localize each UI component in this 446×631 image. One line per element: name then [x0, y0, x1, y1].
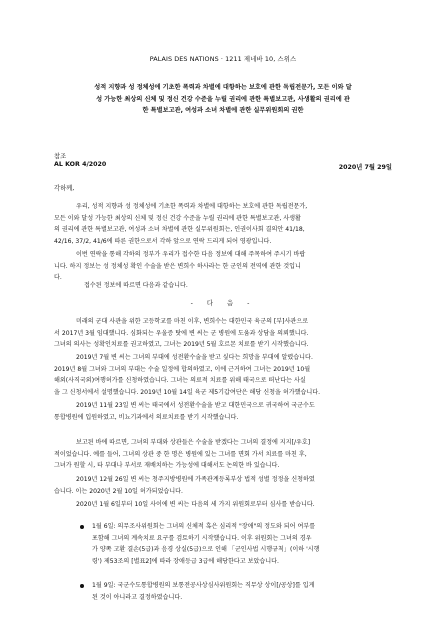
- text-line: 가 양쪽 고환 결손(5급)과 음경 상실(5급)으로 인해 「군인사법 시행규칙」(이하 '시행: [92, 546, 320, 554]
- text-line: 니다. 하지 정보는 성 정체성 확인 수술을 받은 변희수 하사라는 한 군인의 전역에 관한 것입니: [54, 262, 301, 270]
- intro-paragraph-2: [54, 249, 392, 284]
- intro-paragraph-1: [54, 201, 392, 247]
- body-paragraph-5: [54, 474, 392, 497]
- text-line: 습니다. 이는 2020년 2월 10일 허가되었습니다.: [54, 487, 183, 495]
- text-line: 통합병원에 입원하였고, 비뇨기과에서 의료치료를 받기 시작했습니다.: [54, 413, 239, 421]
- text-line: 미래의 군대 사관을 위한 고등학교를 마친 이후, 변희수는 대한민국 육군의 [부]사관으로: [76, 318, 309, 325]
- text-line: 1월 9일: 국군수도통합병원의 보통전공사상심사위원회는 직무상 상이[/공상]를 입게: [92, 582, 315, 589]
- title-line: 성적 지향과 성 정체성에 기초한 폭력과 차별에 대항하는 보호에 관한 독립전문가, 모든 이와 달: [94, 84, 352, 91]
- body-paragraph-6: [54, 499, 392, 511]
- text-line: 해외(사직국외)여행허가를 신청하였습니다. 그녀는 의료적 치료를 위해 태국으로 떠난다는 사실: [54, 377, 306, 385]
- title-line: 한 특별보고관, 여성과 소녀 차별에 관한 실무위원회의 권한: [142, 107, 304, 114]
- text-line: 의 권리에 관한 특별보고관, 여성과 소녀 차별에 관한 실무위원회는, 인권이사회 결의안 41/18,: [54, 226, 305, 234]
- text-line: 42/16, 37/2, 41/6에 따른 권한으로서 각하 앞으로 연락 드리게 되어 영광입니다.: [54, 237, 272, 245]
- text-line: 그녀가 원할 시, 타 부대나 부서로 재배치하는 가능성에 대해서도 논의한 바 있습니다.: [54, 462, 280, 470]
- text-line: 적이었습니다. 예를 들어, 그녀의 상관 중 한 명은 병원에 있는 그녀를 면회 가서 치료를 마친 후,: [54, 450, 307, 458]
- document-title: [53, 82, 393, 117]
- text-line: 다.: [54, 274, 62, 282]
- intro-paragraph-3: [54, 280, 392, 292]
- text-line: 모든 이와 달성 가능한 최상의 신체 및 정신 건강 수준을 누릴 권리에 관한 특별보고관, 사생활: [54, 214, 301, 222]
- text-line: 접수된 정보에 따르면 다음과 같습니다.: [84, 282, 188, 289]
- title-line: 성 가능한 최상의 신체 및 정신 건강 수준을 누릴 권리에 관한 특별보고관, 사생활의 권리에 관: [96, 95, 350, 103]
- text-line: 2019년 12월 26일 변 씨는 청주지방병원에 가족관계등록부상 법적 성별 정정을 신청하였: [76, 476, 315, 483]
- text-line: 포함해 그녀의 계속치료 요구를 검토하기 시작했습니다. 이후 위원회는 그녀의 경우: [92, 534, 312, 542]
- reference-label: 참조: [54, 153, 67, 160]
- reference-code: AL KOR 4/2020: [54, 161, 107, 168]
- text-line: 2020년 1월 6일부터 10일 사이에 변 씨는 다음의 세 가지 위원회로부터 심사를 받습니다.: [76, 501, 315, 508]
- text-line: 우리, 성적 지향과 성 정체성에 기초한 폭력과 차별에 대항하는 보호에 관한 독립전문가,: [76, 203, 308, 210]
- text-line: 2019년 11월 23일 변 씨는 태국에서 성전환수술을 받고 대한민국으로 귀국하여 국군수도: [76, 402, 315, 409]
- text-line: 된 것이 아니라고 결정하였습니다.: [92, 593, 183, 601]
- text-line: 1월 6일: 의무조사위원회는 그녀의 신체적 혹은 심리적 "장애"의 정도와 되어 여부를: [92, 523, 316, 530]
- section-heading: - 다 음 -: [190, 300, 256, 307]
- text-line: 2019년 7월 변 씨는 그녀의 부대에 성전환수술을 받고 싶다는 희망을 부대에 알렸습니다.: [76, 354, 313, 361]
- office-address: PALAIS DES NATIONS · 1211 제네바 10, 스위스: [149, 55, 297, 63]
- salutation: 각하께,: [54, 185, 75, 192]
- text-line: 보고된 바에 따르면, 그녀의 부대와 상관들은 수술을 받겠다는 그녀의 결정에 지지[/우호]: [76, 439, 311, 446]
- text-line: 2019년 8월 그녀와 그녀의 부대는 수술 일정에 합의하였고, 이에 근거하여 그녀는 2019년 10월: [54, 365, 311, 373]
- text-line: 을 그 신청서에서 설명했습니다. 2019년 10월 14일 육군 제5기갑여단은 해당 신청을 허가했습니다.: [54, 388, 321, 396]
- body-paragraph-1: [54, 316, 392, 351]
- body-paragraph-3: [54, 400, 392, 423]
- text-line: 이번 연락을 통해 각하의 정부가 우리가 접수한 다음 정보에 대해 주목하여 주시기 바랍: [76, 251, 306, 258]
- bullet-item: [92, 580, 394, 603]
- bullet-dot-icon: [80, 584, 84, 588]
- letter-date: 2020년 7월 29일: [338, 164, 392, 171]
- bullet-dot-icon: [80, 525, 84, 529]
- text-line: 그녀의 의사는 성확인치료를 권고하였고, 그녀는 2019년 5월 호르몬 치료를 받기 시작했습니다.: [54, 341, 309, 349]
- text-line: 령') 제53조의 [별표2]에 따라 장애등급 3급에 해당한다고 보았습니다.: [92, 557, 279, 565]
- body-paragraph-4: [54, 437, 392, 472]
- bullet-item: [92, 521, 394, 567]
- text-line: 서 2017년 3월 임대했니다. 심화되는 우울증 탓에 변 씨는 군 병원에 도움과 상담을 의뢰했니다.: [54, 329, 309, 337]
- body-paragraph-2: [54, 352, 392, 398]
